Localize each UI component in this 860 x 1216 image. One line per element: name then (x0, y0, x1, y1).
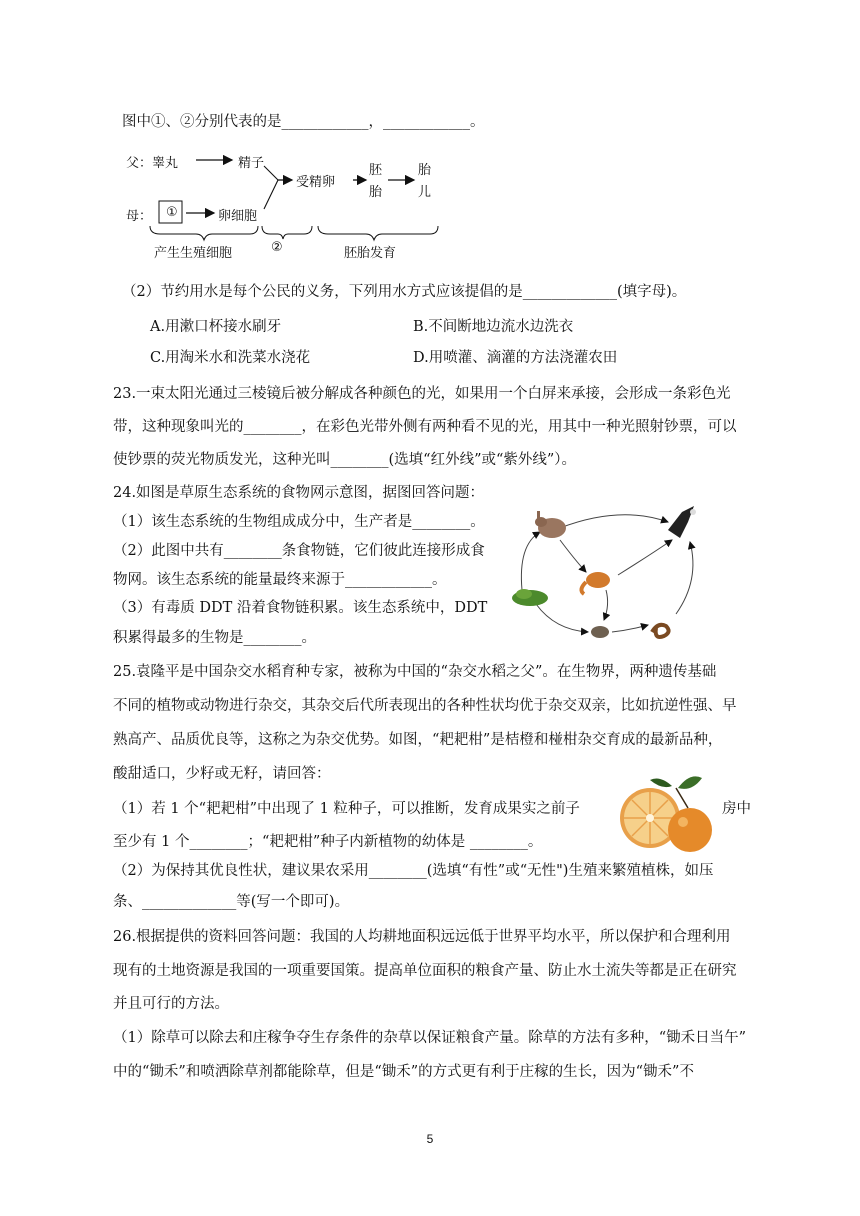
q25-line3: 熟高产、品质优良等，这称之为杂交优势。如图，“耙耙柑”是桔橙和椪柑杂交育成的最新品种， (113, 732, 723, 748)
q26-line2: 现有的土地资源是我国的一项重要国策。提高单位面积的粮食产量、防止水土流失等都是正在研究 (113, 963, 737, 979)
option-b: B.不间断地边流水边洗衣 (413, 319, 574, 335)
diagram-mother: 母： (126, 209, 153, 224)
q26-line1: 26.根据提供的资料回答问题：我国的人均耕地面积远远低于世界平均水平，所以保护和合理利用 (113, 929, 731, 945)
q24-2-cont: 物网。该生态系统的能量最终来源于____________。 (113, 572, 447, 588)
q24-title: 24.如图是草原生态系统的食物网示意图，据图回答问题： (113, 485, 485, 501)
q23-line1: 23.一束太阳光通过三棱镜后被分解成各种颜色的光，如果用一个白屏来承接，会形成一条彩色光 (113, 386, 731, 402)
q25-line1: 25.袁隆平是中国杂交水稻育种专家，被称为中国的“杂交水稻之父”。在生物界，两种遗传基础 (113, 664, 717, 680)
q22-fill-line: 图中①、②分别代表的是____________，____________。 (122, 114, 485, 130)
q25-line2: 不同的植物或动物进行杂交，其杂交后代所表现出的各种性状均优于杂交双亲，比如抗逆性强、早 (113, 698, 737, 714)
q24-2: （2）此图中共有________条食物链，它们彼此连接形成食 (113, 543, 485, 559)
diagram-sperm: 精子 (238, 156, 265, 171)
q22-2-line: （2）节约用水是每个公民的义务，下列用水方式应该提倡的是_____________(填字母)。 (122, 284, 687, 300)
q25-1-cont: 至少有 1 个________；“耙耙柑”种子内新植物的幼体是 ________。 (113, 834, 543, 850)
option-d: D.用喷灌、滴灌的方法浇灌农田 (413, 350, 618, 366)
q25-1: （1）若 1 个“耙耙柑”中出现了 1 粒种子，可以推断，发育成果实之前子 (113, 801, 580, 817)
option-a: A.用漱口杯接水刷牙 (150, 319, 282, 335)
page-number: 5 (426, 1132, 434, 1146)
q26-line3: 并且可行的方法。 (113, 996, 229, 1012)
option-c: C.用淘米水和洗菜水浇花 (150, 350, 311, 366)
q24-3-cont: 积累得最多的生物是________。 (113, 630, 316, 646)
q25-1-tail: 房中 (722, 801, 751, 817)
diagram-embryo: 胚胎 (369, 163, 383, 200)
diagram-label-produce: 产生生殖细胞 (154, 246, 233, 261)
q23-line2: 带，这种现象叫光的________，在彩色光带外侧有两种看不见的光，用其中一种光照射钞票，可以 (113, 419, 737, 435)
citrus-figure (620, 776, 712, 852)
q25-line4: 酸甜适口，少籽或无籽，请回答： (113, 766, 331, 782)
q24-1: （1）该生态系统的生物组成成分中，生产者是________。 (113, 514, 485, 530)
q23-line3: 使钞票的荧光物质发光，这种光叫________(选填“红外线”或“紫外线”）。 (113, 452, 577, 468)
q26-1-cont: 中的“锄禾”和喷洒除草剂都能除草，但是“锄禾”的方式更有利于庄稼的生长，因为“锄禾”不 (113, 1064, 694, 1080)
q26-1: （1）除草可以除去和庄稼争夺生存条件的杂草以保证粮食产量。除草的方法有多种，“锄禾日当午” (113, 1030, 747, 1046)
diagram-label-development: 胚胎发育 (344, 246, 397, 261)
q24-3: （3）有毒质 DDT 沿着食物链积累。该生态系统中，DDT (113, 600, 488, 616)
diagram-egg: 卵细胞 (218, 209, 258, 224)
q25-2: （2）为保持其优良性状，建议果农采用________(选填“有性”或“无性")生殖来繁殖植株，如压 (113, 863, 714, 879)
q25-2-cont: 条、_____________等(写一个即可)。 (113, 894, 350, 910)
diagram-father: 父：睾丸 (126, 156, 179, 171)
diagram-box-label: ① (166, 205, 178, 220)
food-web-figure (512, 506, 696, 638)
diagram-zygote: 受精卵 (296, 175, 336, 190)
diagram-label-2: ② (271, 240, 283, 255)
diagram-fetus: 胎儿 (418, 163, 432, 200)
